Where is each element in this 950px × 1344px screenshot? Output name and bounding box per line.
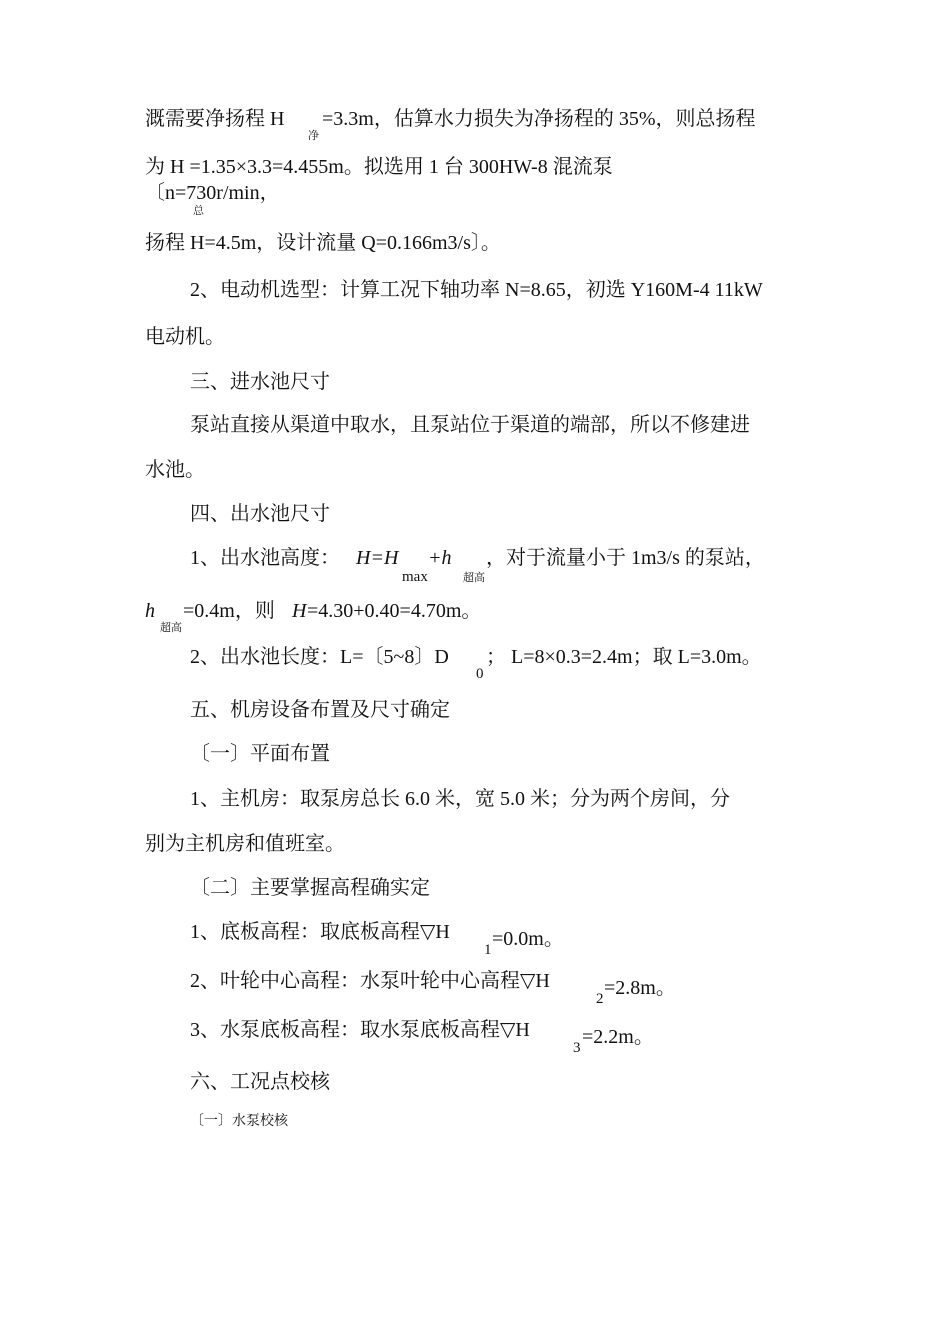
subsection-heading-pump-check: 〔一〕水泵校核 xyxy=(190,1114,288,1129)
text-line-15: 1、主机房：取泵房总长 6.0 米，宽 5.0 米；分为两个房间，分 xyxy=(190,788,730,810)
text-line-1-rest: =3.3m，估算水力损失为净扬程的 35%，则总扬程 xyxy=(322,108,756,130)
text-line-2-cont: 〔n=730r/min， xyxy=(145,182,280,204)
subscript-zero: 0 xyxy=(476,666,484,682)
text-line-8: 水池。 xyxy=(145,459,205,481)
text-line-19a: 2、叶轮中心高程：水泵叶轮中心高程▽H xyxy=(190,970,550,992)
text-line-1 xyxy=(145,107,284,131)
text-line-19b: =2.8m。 xyxy=(604,977,676,999)
section-heading-machine-room: 五、机房设备布置及尺寸确定 xyxy=(190,699,450,721)
subscript-max: max xyxy=(402,569,428,585)
text-line-16: 别为主机房和值班室。 xyxy=(145,833,345,855)
subsection-heading-layout: 〔一〕平面布置 xyxy=(190,743,330,765)
subscript-total: 总 xyxy=(193,205,204,217)
formula-h-eq-hmax: H=H xyxy=(356,547,399,569)
text-line-10a: 1、出水池高度： xyxy=(190,547,340,569)
subscript-1: 1 xyxy=(484,942,492,958)
subscript-net: 净 xyxy=(308,130,319,142)
text-line-12b: ； L=8×0.3=2.4m；取 L=3.0m。 xyxy=(486,646,762,668)
text-line-2: 为 H =1.35×3.3=4.455m。拟选用 1 台 300HW-8 混流泵 xyxy=(145,156,613,178)
text-line-10d: ，对于流量小于 1m3/s 的泵站， xyxy=(486,547,765,569)
text-line-5: 电动机。 xyxy=(145,326,225,348)
text-line-18a: 1、底板高程：取底板高程▽H xyxy=(190,921,450,943)
subscript-freeboard-2: 超高 xyxy=(160,622,182,634)
text-line-11b: =0.4m，则 xyxy=(183,600,275,622)
subscript-freeboard: 超高 xyxy=(463,572,485,584)
subsection-heading-elevation: 〔二〕主要掌握高程确实定 xyxy=(190,877,430,899)
text-line-4: 2、电动机选型：计算工况下轴功率 N=8.65，初选 Y160M-4 11kW xyxy=(190,279,763,301)
subscript-2: 2 xyxy=(596,991,604,1007)
text-line-11d: =4.30+0.40=4.70m。 xyxy=(307,600,482,622)
text-line-20b: =2.2m。 xyxy=(582,1026,654,1048)
text-line-3: 扬程 H=4.5m，设计流量 Q=0.166m3/s〕。 xyxy=(145,232,501,254)
text-line-7: 泵站直接从渠道中取水，且泵站位于渠道的端部，所以不修建进 xyxy=(190,414,750,436)
formula-h: h xyxy=(145,600,155,622)
formula-plus-h: +h xyxy=(428,547,452,569)
subscript-3: 3 xyxy=(573,1040,581,1056)
text-segment: 溉需要净扬程 H xyxy=(145,108,285,130)
text-line-12a: 2、出水池长度：L=〔5~8〕D xyxy=(190,646,449,668)
section-heading-outlet-pool: 四、出水池尺寸 xyxy=(190,503,330,525)
text-line-20a: 3、水泵底板高程：取水泵底板高程▽H xyxy=(190,1019,530,1041)
text-line-18b: =0.0m。 xyxy=(492,928,564,950)
section-heading-inlet-pool: 三、进水池尺寸 xyxy=(190,371,330,393)
formula-H: H xyxy=(292,600,307,622)
section-heading-operating-point: 六、工况点校核 xyxy=(190,1071,330,1093)
